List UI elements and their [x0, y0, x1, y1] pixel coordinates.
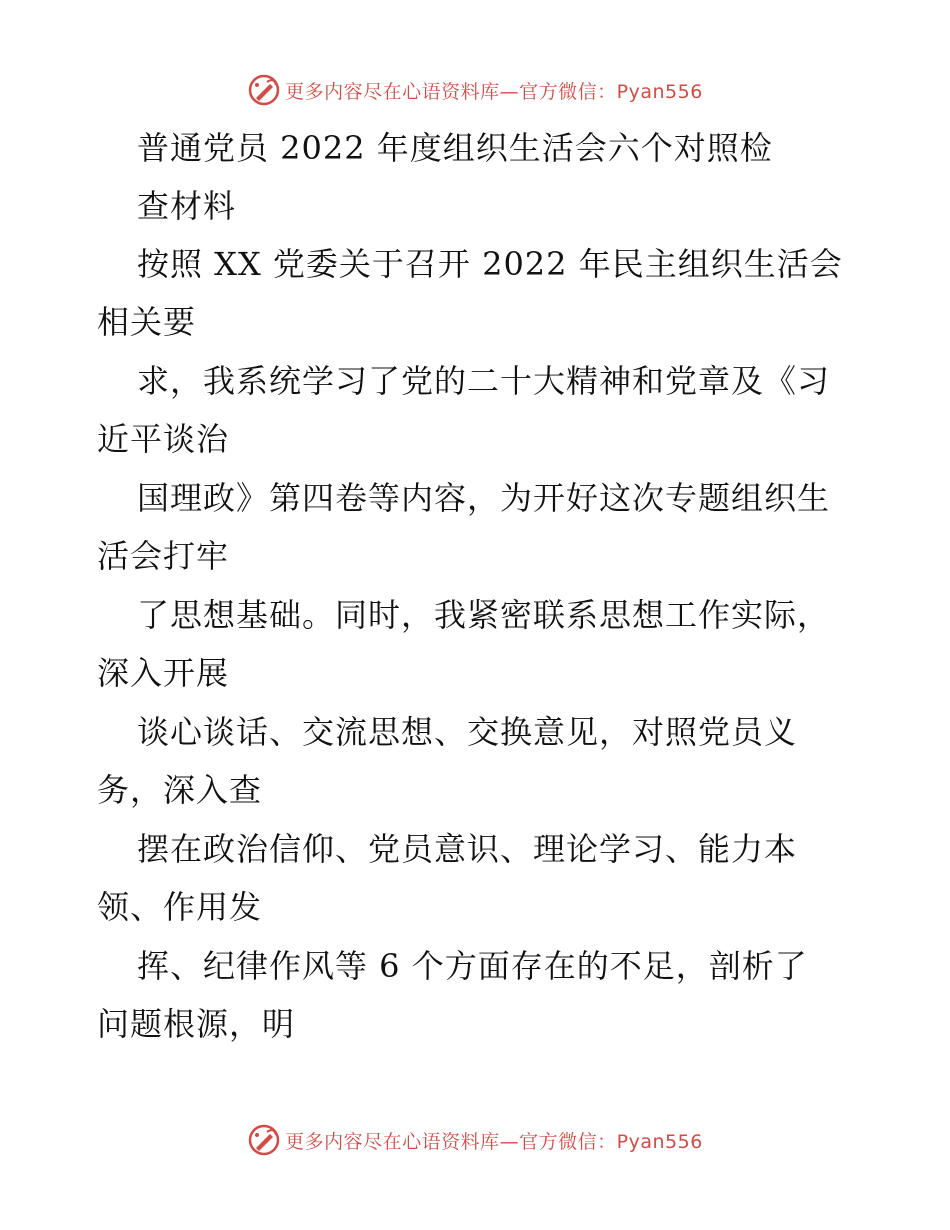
body-line: 摆在政治信仰、党员意识、理论学习、能力本	[137, 830, 798, 868]
body-line: 深入开展	[97, 654, 230, 692]
body-line: 问题根源，明	[97, 1005, 296, 1043]
footer-banner-text: 更多内容尽在心语资料库—官方微信：Pyan556	[285, 1130, 703, 1153]
pen-seal-logo-icon	[247, 1123, 281, 1157]
title-line-1: 普通党员 2022 年度组织生活会六个对照检	[137, 129, 773, 167]
body-line: 国理政》第四卷等内容，为开好这次专题组织生	[137, 479, 831, 517]
body-line: 按照 XX 党委关于召开 2022 年民主组织生活会	[137, 245, 843, 283]
footer-banner	[0, 1120, 950, 1160]
body-line: 相关要	[97, 303, 197, 341]
body-line: 领、作用发	[97, 888, 263, 926]
title-line-2: 查材料	[137, 187, 237, 225]
body-line: 求，我系统学习了党的二十大精神和党章及《习	[137, 362, 831, 400]
body-line: 谈心谈话、交流思想、交换意见，对照党员义	[137, 713, 798, 751]
body-line: 了思想基础。同时，我紧密联系思想工作实际，	[137, 596, 831, 634]
body-line: 活会打牢	[97, 537, 230, 575]
body-line: 挥、纪律作风等 6 个方面存在的不足，剖析了	[137, 947, 808, 985]
body-line: 务，深入查	[97, 771, 263, 809]
header-banner-text: 更多内容尽在心语资料库—官方微信：Pyan556	[285, 80, 703, 103]
body-line: 近平谈治	[97, 420, 230, 458]
